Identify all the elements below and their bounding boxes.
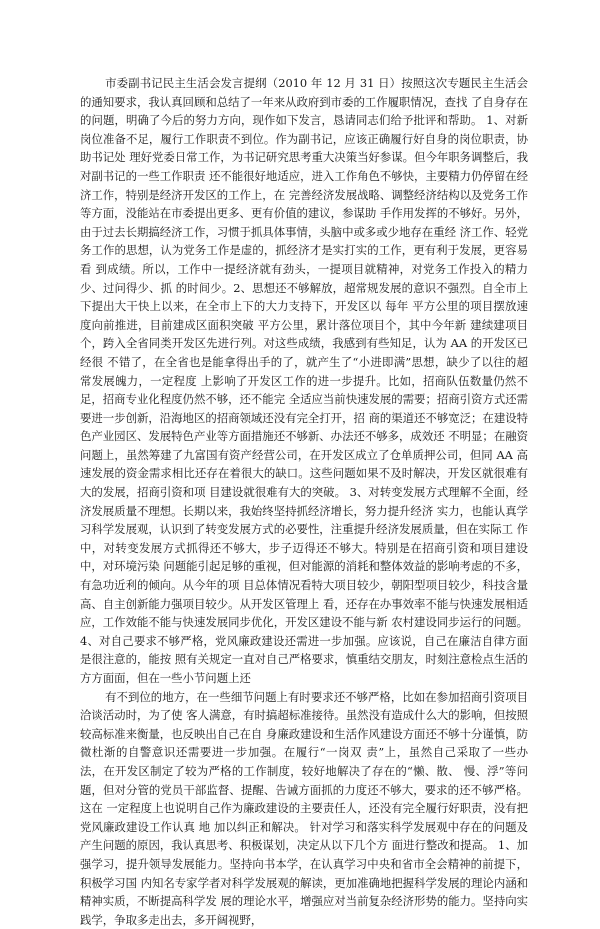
document-page <box>80 74 528 927</box>
paragraph: 有不到位的地方，在一些细节问题上有时要求还不够严格，比如在参加招商引资项目洽谈活动时，为了使 客人满意，有时搞超标准接待。虽然没有造成什么大的影响，但按照较高标准来衡量，也反映出自己在自 身廉政建设和生活作风建设方面还不够十分谨慎，防微杜渐的自警意识还需要进一步加强。在履行“一岗双 责”上，虽然自己采取了一些办法，在开发区制定了较为严格的工作制度，较好地解决了存在的“懒、散、 慢、浮”等问题，但对分管的党员干部监督、提醒、告诫方面抓的力度还不够大，要求的还不够严格。这在 一定程度上也说明自己作为廉政建设的主要责任人，还没有完全履行好职责，没有把党风廉政建设工作认真 地 加以纠正和解决。 针对学习和落实科学发展观中存在的问题及产生问题的原因，我认真思考、积极谋划，决定从以下几个方 面进行整改和提高。 1、加强学习，提升领导发展能力。坚持向书本学，在认真学习中央和省市全会精神的前提下，积极学习国 内知名专家学者对科学发展观的解读，更加准确地把握科学发展的理论内涵和精神实质，不断提高科学发 展的理论水平，增强应对当前复杂经济形势的能力。坚持向实践学，争取多走出去，多开阔视野， <box>80 689 528 927</box>
paragraph: 市委副书记民主生活会发言提纲（2010 年 12 月 31 日）按照这次专题民主生活会的通知要求，我认真回顾和总结了一年来从政府到市委的工作履职情况，查找 了自身存在的问题，明确了今后的努力方向，现作如下发言，恳请同志们给予批评和帮助。 1、对新岗位准备不足，履行工作职责不到位。作为副书记，应该正确履行好自身的岗位职责，协助书记处 理好党委日常工作，为书记研究思考重大决策当好参谋。但今年职务调整后，我对副书记的一些工作职责 还不能很好地适应，进入工作角色不够快，主要精力仍停留在经济工作，特别是经济开发区的工作上，在 完善经济发展战略、调整经济结构以及党务工作等方面，没能站在市委提出更多、更有价值的建议，参谋助 手作用发挥的不够好。另外，由于过去长期搞经济工作，习惯于抓具体事情，头脑中或多或少地存在重经 济工作、轻党务工作的思想，认为党务工作是虚的，抓经济才是实打实的工作，更有利于发展，更容易看 到成绩。所以，工作中一提经济就有劲头，一提项目就精神，对党务工作投入的精力少、过问得少、抓 的时间少。2、思想还不够解放，超常规发展的意识不强烈。自全市上下提出大干快上以来，在全市上下的大力支持下，开发区以 每年 平方公里的项目摆放速度向前推进，目前建成区面积突破 平方公里，累计落位项目个，其中今年新 建续建项目 个，跨入全省同类开发区先进行列。对这些成绩，我感到有些知足，认为 AA 的开发区已经很 不错了，在全省也是能拿得出手的了，就产生了“小进即满”思想，缺少了以往的超常发展魄力，一定程度 上影响了开发区工作的进一步提升。比如，招商队伍数量仍然不足，招商专业化程度仍然不够，还不能完 全适应当前快速发展的需要；招商引资方式还需要进一步创新，沿海地区的招商领域还没有完全打开，招 商的渠道还不够宽泛；在建设特色产业园区、发展特色产业等方面措施还不够新、办法还不够多，成效还 不明显；在融资问题上，虽然筹建了九富国有资产经营公司，在开发区成立了仓单质押公司，但同 AA 高 速发展的资金需求相比还存在着很大的缺口。这些问题如果不及时解决，开发区就很难有大的发展，招商引资和项 目建设就很难有大的突破。 3、对转变发展方式理解不全面，经济发展质量不理想。长期以来，我始终坚持抓经济增长，努力提升经济 实力，也能认真学习科学发展观，认识到了转变发展方式的必要性，注重提升经济发展质量，但在实际工 作中，对转变发展方式抓得还不够大，步子迈得还不够大。特别是在招商引资和项目建设中，对环境污染 问题能引起足够的重视，但对能源的消耗和整体效益的影响考虑的不多，有急功近利的倾向。从今年的项 目总体情况看特大项目较少，朝阳型项目较少，科技含量高、自主创新能力强项目较少。从开发区管理上 看，还存在办事效率不能与快速发展相适应，工作效能不能与快速发展同步优化，开发区建设不能与新 农村建设同步运行的问题。 4、对自己要求不够严格，党风廉政建设还需进一步加强。应该说，自己在廉洁自律方面是很注意的，能按 照有关规定一直对自己严格要求，慎重结交朋友，时刻注意检点生活的方方面面，但在一些小节问题上还 <box>80 76 528 685</box>
